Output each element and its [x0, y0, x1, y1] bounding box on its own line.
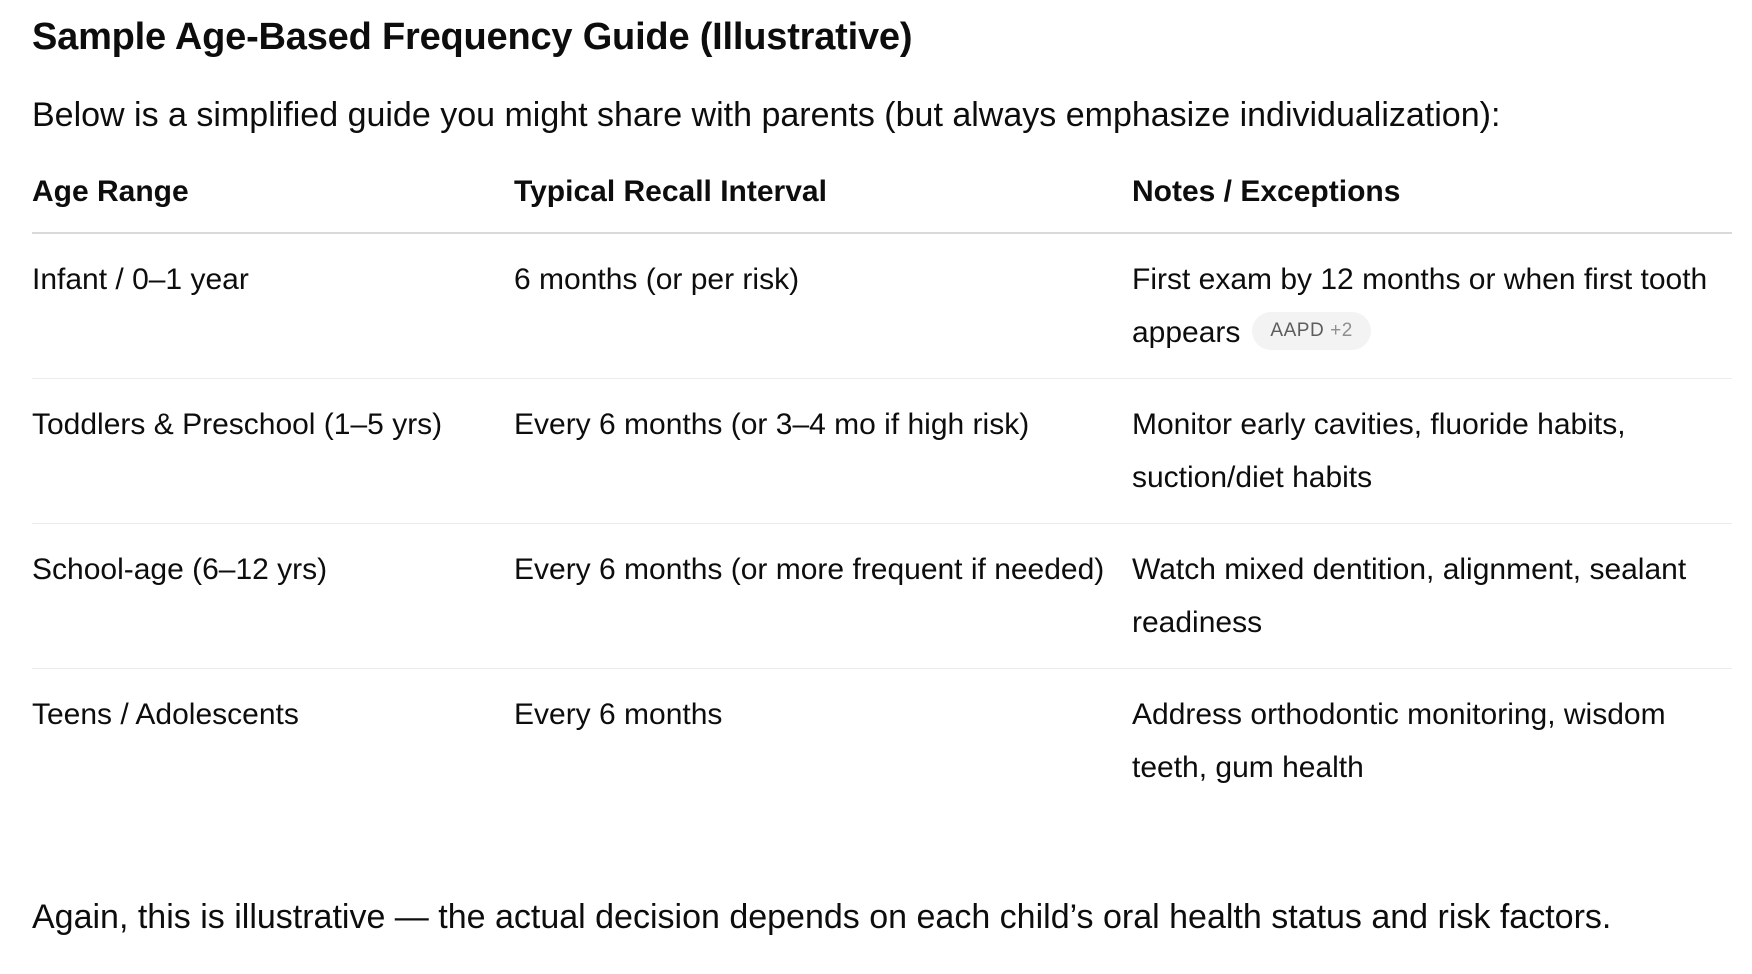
column-header-age-range: Age Range — [32, 162, 514, 233]
age-range-cell: Infant / 0–1 year — [32, 233, 514, 379]
table-header-row — [32, 162, 1732, 233]
column-header-recall-interval: Typical Recall Interval — [514, 162, 1132, 233]
table-row — [32, 524, 1732, 669]
citation-source: AAPD — [1270, 320, 1325, 342]
age-range-cell: Teens / Adolescents — [32, 698, 299, 731]
table-row — [32, 379, 1732, 524]
citation-more-count: +2 — [1330, 320, 1353, 342]
frequency-guide-table — [32, 162, 1732, 813]
notes-cell: Watch mixed dentition, alignment, sealant readiness — [1132, 524, 1732, 669]
citation-pill[interactable] — [1252, 312, 1370, 350]
intro-paragraph: Below is a simplified guide you might share with parents (but always emphasize individualization): — [32, 96, 1501, 134]
recall-interval-cell: Every 6 months (or more frequent if needed) — [514, 524, 1132, 669]
age-range-cell: School-age (6–12 yrs) — [32, 524, 514, 669]
notes-cell: Monitor early cavities, fluoride habits, suction/diet habits — [1132, 379, 1732, 524]
table-row — [32, 669, 1732, 814]
age-range-cell: Toddlers & Preschool (1–5 yrs) — [32, 379, 514, 524]
recall-interval-cell: Every 6 months (or 3–4 mo if high risk) — [514, 379, 1132, 524]
section-heading: Sample Age-Based Frequency Guide (Illustrative) — [32, 16, 913, 58]
recall-interval-cell: 6 months (or per risk) — [514, 233, 1132, 379]
notes-cell — [1132, 233, 1732, 379]
table-row — [32, 233, 1732, 379]
notes-text: First exam by 12 months or when first tooth appears — [1132, 263, 1708, 349]
recall-interval-cell: Every 6 months — [514, 698, 723, 731]
notes-cell: Address orthodontic monitoring, wisdom teeth, gum health — [1132, 698, 1666, 784]
closing-paragraph: Again, this is illustrative — the actual decision depends on each child’s oral health status and risk factors. — [32, 898, 1612, 936]
column-header-notes: Notes / Exceptions — [1132, 162, 1732, 233]
